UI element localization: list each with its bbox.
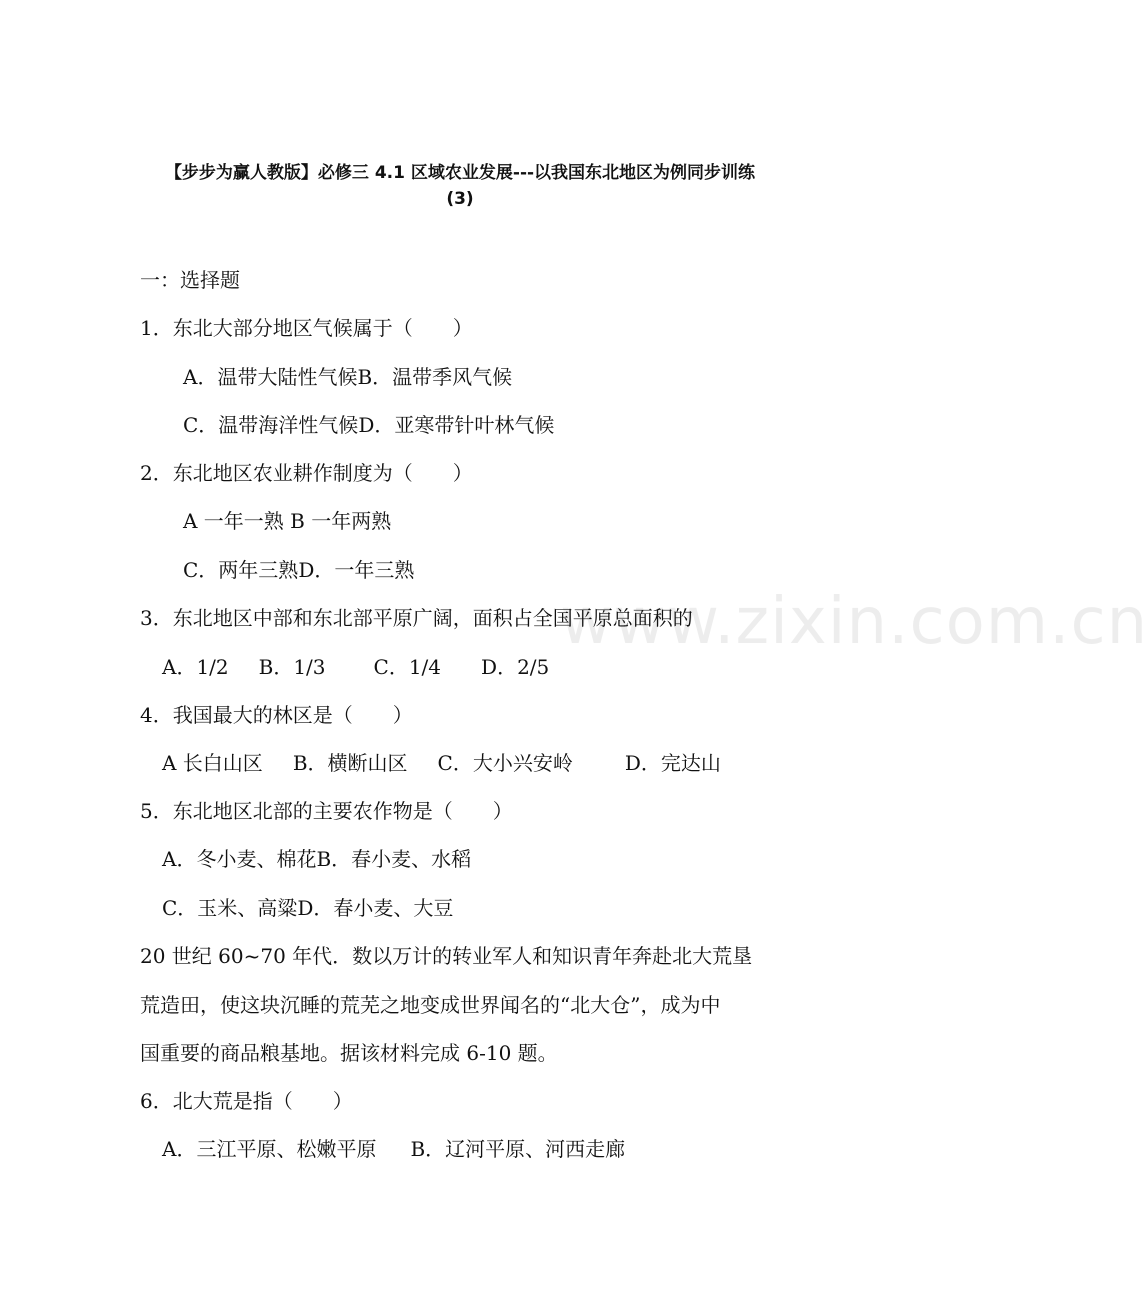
- page-title: [120, 160, 800, 212]
- question-5-stem: 5．东北地区北部的主要农作物是（ ）: [140, 799, 513, 823]
- passage-line-3: 国重要的商品粮基地。据该材料完成 6-10 题。: [140, 1041, 558, 1065]
- title-line-2: (3): [446, 189, 474, 209]
- option-c: C．两年三熟: [183, 558, 299, 582]
- option-a: A 长白山区: [162, 751, 263, 775]
- option-b: B 一年两熟: [290, 509, 392, 533]
- option-c: C．1/4: [373, 655, 442, 679]
- option-b: B．1/3: [258, 655, 326, 679]
- option-d: D．2/5: [481, 655, 550, 679]
- option-a: A．冬小麦、棉花: [162, 847, 317, 871]
- option-b: B．春小麦、水稻: [316, 847, 472, 871]
- question-2-options-cd: [183, 556, 414, 584]
- option-a: A 一年一熟: [183, 509, 284, 533]
- question-3-stem: 3．东北地区中部和东北部平原广阔，面积占全国平原总面积的: [140, 606, 693, 630]
- question-5-options-ab: [162, 845, 471, 873]
- section-heading: 一：选择题: [140, 268, 240, 292]
- passage-line-2: 荒造田，使这块沉睡的荒芜之地变成世界闻名的“北大仓”，成为中: [140, 993, 721, 1017]
- option-c: C．玉米、高粱: [162, 896, 298, 920]
- option-a: A．温带大陆性气候: [183, 365, 358, 389]
- option-d: D．春小麦、大豆: [297, 896, 454, 920]
- question-4-stem: 4．我国最大的林区是（ ）: [140, 703, 413, 727]
- option-d: D．完达山: [624, 751, 721, 775]
- question-6-options: [162, 1135, 625, 1163]
- option-b: B．辽河平原、河西走廊: [410, 1137, 626, 1161]
- passage-line-1: 20 世纪 60~70 年代．数以万计的转业军人和知识青年奔赴北大荒垦: [140, 944, 753, 968]
- option-a: A．三江平原、松嫩平原: [162, 1137, 377, 1161]
- option-c: C．温带海洋性气候: [183, 413, 359, 437]
- option-d: D．亚寒带针叶林气候: [358, 413, 555, 437]
- title-line-1: 【步步为赢人教版】必修三 4.1 区域农业发展---以我国东北地区为例同步训练: [164, 163, 756, 183]
- question-5-options-cd: [162, 894, 453, 922]
- question-3-options: [162, 653, 549, 681]
- option-b: B．横断山区: [292, 751, 408, 775]
- question-4-options: [162, 749, 721, 777]
- question-2-stem: 2．东北地区农业耕作制度为（ ）: [140, 461, 473, 485]
- question-1-options-ab: [183, 363, 512, 391]
- question-2-options-ab: [183, 507, 391, 535]
- question-1-options-cd: [183, 411, 554, 439]
- question-1-stem: 1．东北大部分地区气候属于（ ）: [140, 316, 473, 340]
- watermark: www.zixin.com.cn: [560, 585, 1148, 659]
- option-c: C．大小兴安岭: [437, 751, 573, 775]
- question-6-stem: 6．北大荒是指（ ）: [140, 1089, 353, 1113]
- option-a: A．1/2: [162, 655, 229, 679]
- option-d: D．一年三熟: [298, 558, 415, 582]
- option-b: B．温带季风气候: [357, 365, 513, 389]
